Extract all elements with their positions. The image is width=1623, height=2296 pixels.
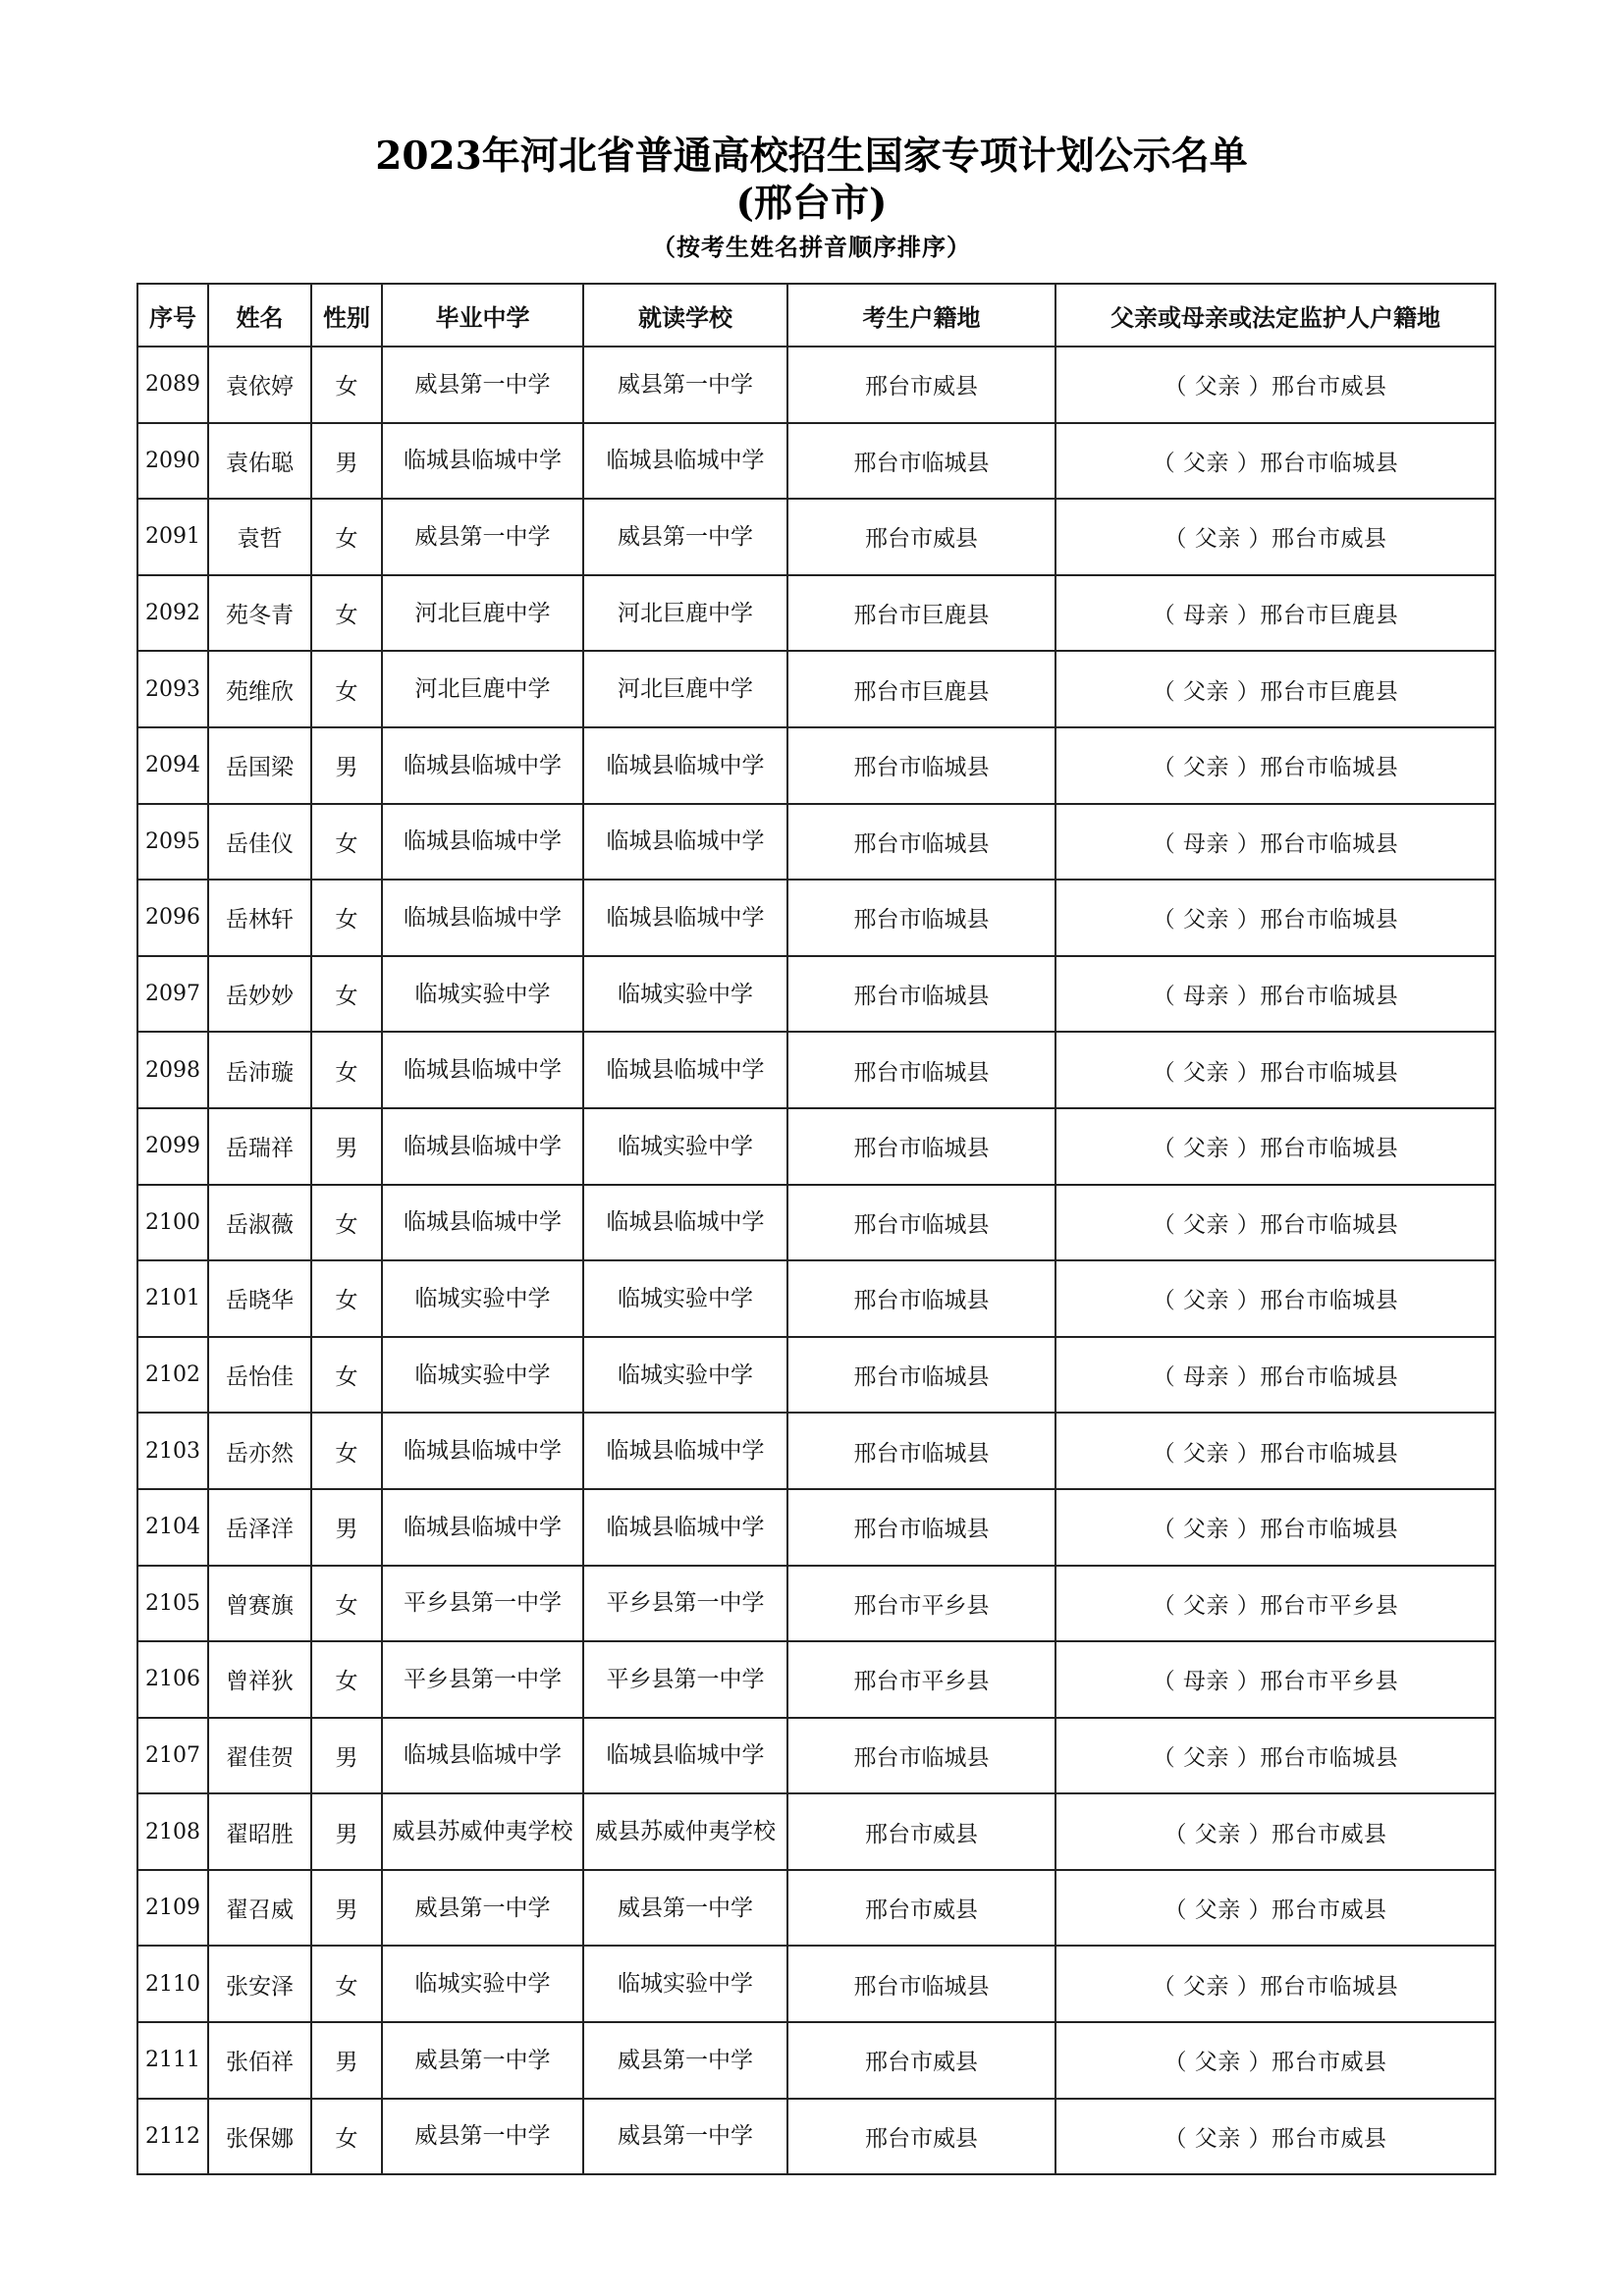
- cell-name: 苑冬青: [208, 575, 311, 652]
- table-row: [137, 804, 1495, 881]
- cell-gender: 女: [311, 1641, 382, 1718]
- cell-serial: 2095: [137, 804, 208, 881]
- cell-gender: 男: [311, 1489, 382, 1566]
- cell-household-registration: 邢台市临城县: [787, 1413, 1055, 1489]
- cell-name: 张保娜: [208, 2099, 311, 2175]
- table-row: [137, 1413, 1495, 1489]
- cell-guardian-registration: （ 父亲 ）邢台市临城县: [1055, 1718, 1495, 1794]
- cell-name: 岳林轩: [208, 880, 311, 956]
- cell-serial: 2090: [137, 423, 208, 500]
- cell-name: 岳瑞祥: [208, 1108, 311, 1185]
- cell-household-registration: 邢台市临城县: [787, 1260, 1055, 1337]
- cell-serial: 2091: [137, 499, 208, 575]
- table-row: [137, 1185, 1495, 1261]
- cell-household-registration: 邢台市临城县: [787, 1337, 1055, 1414]
- cell-gender: 男: [311, 1870, 382, 1947]
- cell-serial: 2096: [137, 880, 208, 956]
- cell-guardian-registration: （ 父亲 ）邢台市威县: [1055, 347, 1495, 423]
- cell-current-school: 威县第一中学: [583, 499, 787, 575]
- table-row: [137, 499, 1495, 575]
- cell-guardian-registration: （ 父亲 ）邢台市临城县: [1055, 880, 1495, 956]
- cell-guardian-registration: （ 父亲 ）邢台市威县: [1055, 1870, 1495, 1947]
- cell-graduate-school: 临城实验中学: [382, 1260, 583, 1337]
- sort-note: （按考生姓名拼音顺序排序）: [652, 233, 971, 261]
- cell-current-school: 临城实验中学: [583, 1260, 787, 1337]
- cell-serial: 2094: [137, 727, 208, 804]
- header-current-school: 就读学校: [583, 284, 787, 347]
- cell-current-school: 河北巨鹿中学: [583, 651, 787, 727]
- cell-graduate-school: 临城县临城中学: [382, 1185, 583, 1261]
- cell-graduate-school: 威县第一中学: [382, 347, 583, 423]
- cell-gender: 女: [311, 575, 382, 652]
- cell-guardian-registration: （ 父亲 ）邢台市临城县: [1055, 1260, 1495, 1337]
- table-row: [137, 1793, 1495, 1870]
- table-row: [137, 347, 1495, 423]
- cell-current-school: 河北巨鹿中学: [583, 575, 787, 652]
- cell-graduate-school: 威县苏威仲夷学校: [382, 1793, 583, 1870]
- table-row: [137, 880, 1495, 956]
- cell-household-registration: 邢台市临城县: [787, 804, 1055, 881]
- cell-gender: 女: [311, 956, 382, 1033]
- cell-serial: 2099: [137, 1108, 208, 1185]
- cell-name: 袁依婷: [208, 347, 311, 423]
- cell-graduate-school: 临城县临城中学: [382, 1489, 583, 1566]
- cell-graduate-school: 临城县临城中学: [382, 1032, 583, 1108]
- cell-gender: 女: [311, 880, 382, 956]
- cell-serial: 2108: [137, 1793, 208, 1870]
- cell-guardian-registration: （ 父亲 ）邢台市威县: [1055, 2022, 1495, 2099]
- cell-guardian-registration: （ 父亲 ）邢台市巨鹿县: [1055, 651, 1495, 727]
- cell-gender: 女: [311, 2099, 382, 2175]
- cell-current-school: 临城县临城中学: [583, 804, 787, 881]
- table-row: [137, 1641, 1495, 1718]
- cell-household-registration: 邢台市威县: [787, 499, 1055, 575]
- cell-guardian-registration: （ 母亲 ）邢台市临城县: [1055, 1337, 1495, 1414]
- cell-guardian-registration: （ 父亲 ）邢台市平乡县: [1055, 1566, 1495, 1642]
- cell-current-school: 威县第一中学: [583, 1870, 787, 1947]
- cell-gender: 女: [311, 1032, 382, 1108]
- cell-gender: 女: [311, 347, 382, 423]
- cell-guardian-registration: （ 母亲 ）邢台市平乡县: [1055, 1641, 1495, 1718]
- cell-name: 曾祥狄: [208, 1641, 311, 1718]
- cell-name: 张佰祥: [208, 2022, 311, 2099]
- cell-household-registration: 邢台市临城县: [787, 1032, 1055, 1108]
- cell-serial: 2097: [137, 956, 208, 1033]
- table-row: [137, 1870, 1495, 1947]
- cell-name: 张安泽: [208, 1946, 311, 2022]
- cell-graduate-school: 临城实验中学: [382, 956, 583, 1033]
- cell-graduate-school: 临城县临城中学: [382, 1718, 583, 1794]
- cell-serial: 2100: [137, 1185, 208, 1261]
- cell-guardian-registration: （ 父亲 ）邢台市临城县: [1055, 1489, 1495, 1566]
- cell-serial: 2112: [137, 2099, 208, 2175]
- cell-guardian-registration: （ 母亲 ）邢台市临城县: [1055, 804, 1495, 881]
- cell-current-school: 平乡县第一中学: [583, 1566, 787, 1642]
- cell-graduate-school: 临城县临城中学: [382, 1413, 583, 1489]
- cell-guardian-registration: （ 母亲 ）邢台市巨鹿县: [1055, 575, 1495, 652]
- cell-name: 苑维欣: [208, 651, 311, 727]
- table-body: [137, 347, 1495, 2174]
- table-row: [137, 2099, 1495, 2175]
- cell-household-registration: 邢台市威县: [787, 347, 1055, 423]
- cell-name: 岳亦然: [208, 1413, 311, 1489]
- cell-household-registration: 邢台市临城县: [787, 956, 1055, 1033]
- table-row: [137, 1946, 1495, 2022]
- cell-current-school: 威县第一中学: [583, 2022, 787, 2099]
- cell-household-registration: 邢台市威县: [787, 1793, 1055, 1870]
- cell-graduate-school: 临城县临城中学: [382, 804, 583, 881]
- cell-name: 袁佑聪: [208, 423, 311, 500]
- cell-serial: 2093: [137, 651, 208, 727]
- table-row: [137, 2022, 1495, 2099]
- cell-graduate-school: 平乡县第一中学: [382, 1566, 583, 1642]
- cell-gender: 男: [311, 423, 382, 500]
- table-row: [137, 727, 1495, 804]
- cell-serial: 2102: [137, 1337, 208, 1414]
- cell-graduate-school: 平乡县第一中学: [382, 1641, 583, 1718]
- table-row: [137, 1489, 1495, 1566]
- cell-guardian-registration: （ 父亲 ）邢台市威县: [1055, 499, 1495, 575]
- cell-name: 岳泽洋: [208, 1489, 311, 1566]
- cell-serial: 2089: [137, 347, 208, 423]
- cell-guardian-registration: （ 父亲 ）邢台市临城县: [1055, 1413, 1495, 1489]
- cell-current-school: 威县苏威仲夷学校: [583, 1793, 787, 1870]
- cell-graduate-school: 威县第一中学: [382, 2099, 583, 2175]
- cell-graduate-school: 临城实验中学: [382, 1946, 583, 2022]
- cell-guardian-registration: （ 母亲 ）邢台市临城县: [1055, 956, 1495, 1033]
- table-row: [137, 1260, 1495, 1337]
- cell-guardian-registration: （ 父亲 ）邢台市临城县: [1055, 1185, 1495, 1261]
- cell-serial: 2092: [137, 575, 208, 652]
- cell-current-school: 临城实验中学: [583, 1108, 787, 1185]
- cell-graduate-school: 河北巨鹿中学: [382, 575, 583, 652]
- cell-serial: 2104: [137, 1489, 208, 1566]
- cell-guardian-registration: （ 父亲 ）邢台市威县: [1055, 2099, 1495, 2175]
- cell-guardian-registration: （ 父亲 ）邢台市临城县: [1055, 1108, 1495, 1185]
- cell-current-school: 威县第一中学: [583, 347, 787, 423]
- cell-gender: 男: [311, 727, 382, 804]
- admission-roster-table: [136, 283, 1496, 2175]
- cell-graduate-school: 威县第一中学: [382, 1870, 583, 1947]
- cell-household-registration: 邢台市威县: [787, 2022, 1055, 2099]
- cell-household-registration: 邢台市临城县: [787, 1489, 1055, 1566]
- table-row: [137, 1108, 1495, 1185]
- cell-current-school: 平乡县第一中学: [583, 1641, 787, 1718]
- cell-household-registration: 邢台市临城县: [787, 727, 1055, 804]
- cell-guardian-registration: （ 父亲 ）邢台市威县: [1055, 1793, 1495, 1870]
- cell-name: 袁哲: [208, 499, 311, 575]
- cell-serial: 2101: [137, 1260, 208, 1337]
- table-row: [137, 1566, 1495, 1642]
- cell-gender: 女: [311, 1260, 382, 1337]
- cell-household-registration: 邢台市威县: [787, 1870, 1055, 1947]
- cell-serial: 2098: [137, 1032, 208, 1108]
- cell-household-registration: 邢台市平乡县: [787, 1641, 1055, 1718]
- cell-household-registration: 邢台市临城县: [787, 1108, 1055, 1185]
- cell-name: 翟昭胜: [208, 1793, 311, 1870]
- cell-graduate-school: 临城县临城中学: [382, 1108, 583, 1185]
- cell-household-registration: 邢台市临城县: [787, 423, 1055, 500]
- cell-guardian-registration: （ 父亲 ）邢台市临城县: [1055, 1946, 1495, 2022]
- cell-name: 岳妙妙: [208, 956, 311, 1033]
- cell-name: 岳淑薇: [208, 1185, 311, 1261]
- cell-name: 岳佳仪: [208, 804, 311, 881]
- header-graduate-school: 毕业中学: [382, 284, 583, 347]
- cell-gender: 女: [311, 804, 382, 881]
- cell-name: 岳国梁: [208, 727, 311, 804]
- cell-gender: 女: [311, 1946, 382, 2022]
- cell-name: 曾赛旗: [208, 1566, 311, 1642]
- cell-household-registration: 邢台市临城县: [787, 1718, 1055, 1794]
- cell-gender: 男: [311, 1108, 382, 1185]
- cell-graduate-school: 临城县临城中学: [382, 423, 583, 500]
- cell-serial: 2109: [137, 1870, 208, 1947]
- cell-current-school: 临城县临城中学: [583, 880, 787, 956]
- table-row: [137, 1032, 1495, 1108]
- table-row: [137, 1718, 1495, 1794]
- cell-household-registration: 邢台市巨鹿县: [787, 651, 1055, 727]
- cell-name: 岳晓华: [208, 1260, 311, 1337]
- page-subtitle-city: (邢台市): [735, 181, 888, 226]
- cell-serial: 2103: [137, 1413, 208, 1489]
- cell-gender: 女: [311, 651, 382, 727]
- cell-current-school: 临城实验中学: [583, 1337, 787, 1414]
- cell-gender: 女: [311, 1185, 382, 1261]
- cell-current-school: 临城县临城中学: [583, 1489, 787, 1566]
- cell-gender: 男: [311, 2022, 382, 2099]
- table-row: [137, 575, 1495, 652]
- cell-household-registration: 邢台市临城县: [787, 1185, 1055, 1261]
- cell-household-registration: 邢台市威县: [787, 2099, 1055, 2175]
- cell-current-school: 临城县临城中学: [583, 1185, 787, 1261]
- cell-graduate-school: 威县第一中学: [382, 499, 583, 575]
- cell-household-registration: 邢台市平乡县: [787, 1566, 1055, 1642]
- header-household-registration: 考生户籍地: [787, 284, 1055, 347]
- cell-name: 岳沛璇: [208, 1032, 311, 1108]
- header-gender: 性别: [311, 284, 382, 347]
- cell-gender: 女: [311, 1566, 382, 1642]
- table-row: [137, 423, 1495, 500]
- cell-serial: 2105: [137, 1566, 208, 1642]
- cell-household-registration: 邢台市临城县: [787, 880, 1055, 956]
- table-row: [137, 956, 1495, 1033]
- cell-name: 翟召威: [208, 1870, 311, 1947]
- table-row: [137, 1337, 1495, 1414]
- cell-gender: 女: [311, 499, 382, 575]
- cell-household-registration: 邢台市临城县: [787, 1946, 1055, 2022]
- cell-gender: 女: [311, 1337, 382, 1414]
- cell-serial: 2107: [137, 1718, 208, 1794]
- cell-gender: 女: [311, 1413, 382, 1489]
- cell-name: 岳怡佳: [208, 1337, 311, 1414]
- cell-graduate-school: 临城县临城中学: [382, 880, 583, 956]
- cell-current-school: 威县第一中学: [583, 2099, 787, 2175]
- cell-guardian-registration: （ 父亲 ）邢台市临城县: [1055, 1032, 1495, 1108]
- cell-current-school: 临城县临城中学: [583, 1413, 787, 1489]
- cell-guardian-registration: （ 父亲 ）邢台市临城县: [1055, 423, 1495, 500]
- cell-serial: 2106: [137, 1641, 208, 1718]
- cell-graduate-school: 威县第一中学: [382, 2022, 583, 2099]
- cell-current-school: 临城县临城中学: [583, 1718, 787, 1794]
- cell-graduate-school: 临城县临城中学: [382, 727, 583, 804]
- header-name: 姓名: [208, 284, 311, 347]
- cell-current-school: 临城县临城中学: [583, 727, 787, 804]
- table-header-row: [137, 284, 1495, 347]
- header-serial: 序号: [137, 284, 208, 347]
- cell-serial: 2111: [137, 2022, 208, 2099]
- cell-current-school: 临城县临城中学: [583, 423, 787, 500]
- table-row: [137, 651, 1495, 727]
- cell-graduate-school: 临城实验中学: [382, 1337, 583, 1414]
- cell-guardian-registration: （ 父亲 ）邢台市临城县: [1055, 727, 1495, 804]
- cell-name: 翟佳贺: [208, 1718, 311, 1794]
- cell-current-school: 临城实验中学: [583, 1946, 787, 2022]
- cell-serial: 2110: [137, 1946, 208, 2022]
- cell-current-school: 临城县临城中学: [583, 1032, 787, 1108]
- page-title: 2023年河北省普通高校招生国家专项计划公示名单: [375, 133, 1248, 179]
- cell-gender: 男: [311, 1793, 382, 1870]
- cell-gender: 男: [311, 1718, 382, 1794]
- cell-current-school: 临城实验中学: [583, 956, 787, 1033]
- header-guardian-registration: 父亲或母亲或法定监护人户籍地: [1055, 284, 1495, 347]
- cell-household-registration: 邢台市巨鹿县: [787, 575, 1055, 652]
- cell-graduate-school: 河北巨鹿中学: [382, 651, 583, 727]
